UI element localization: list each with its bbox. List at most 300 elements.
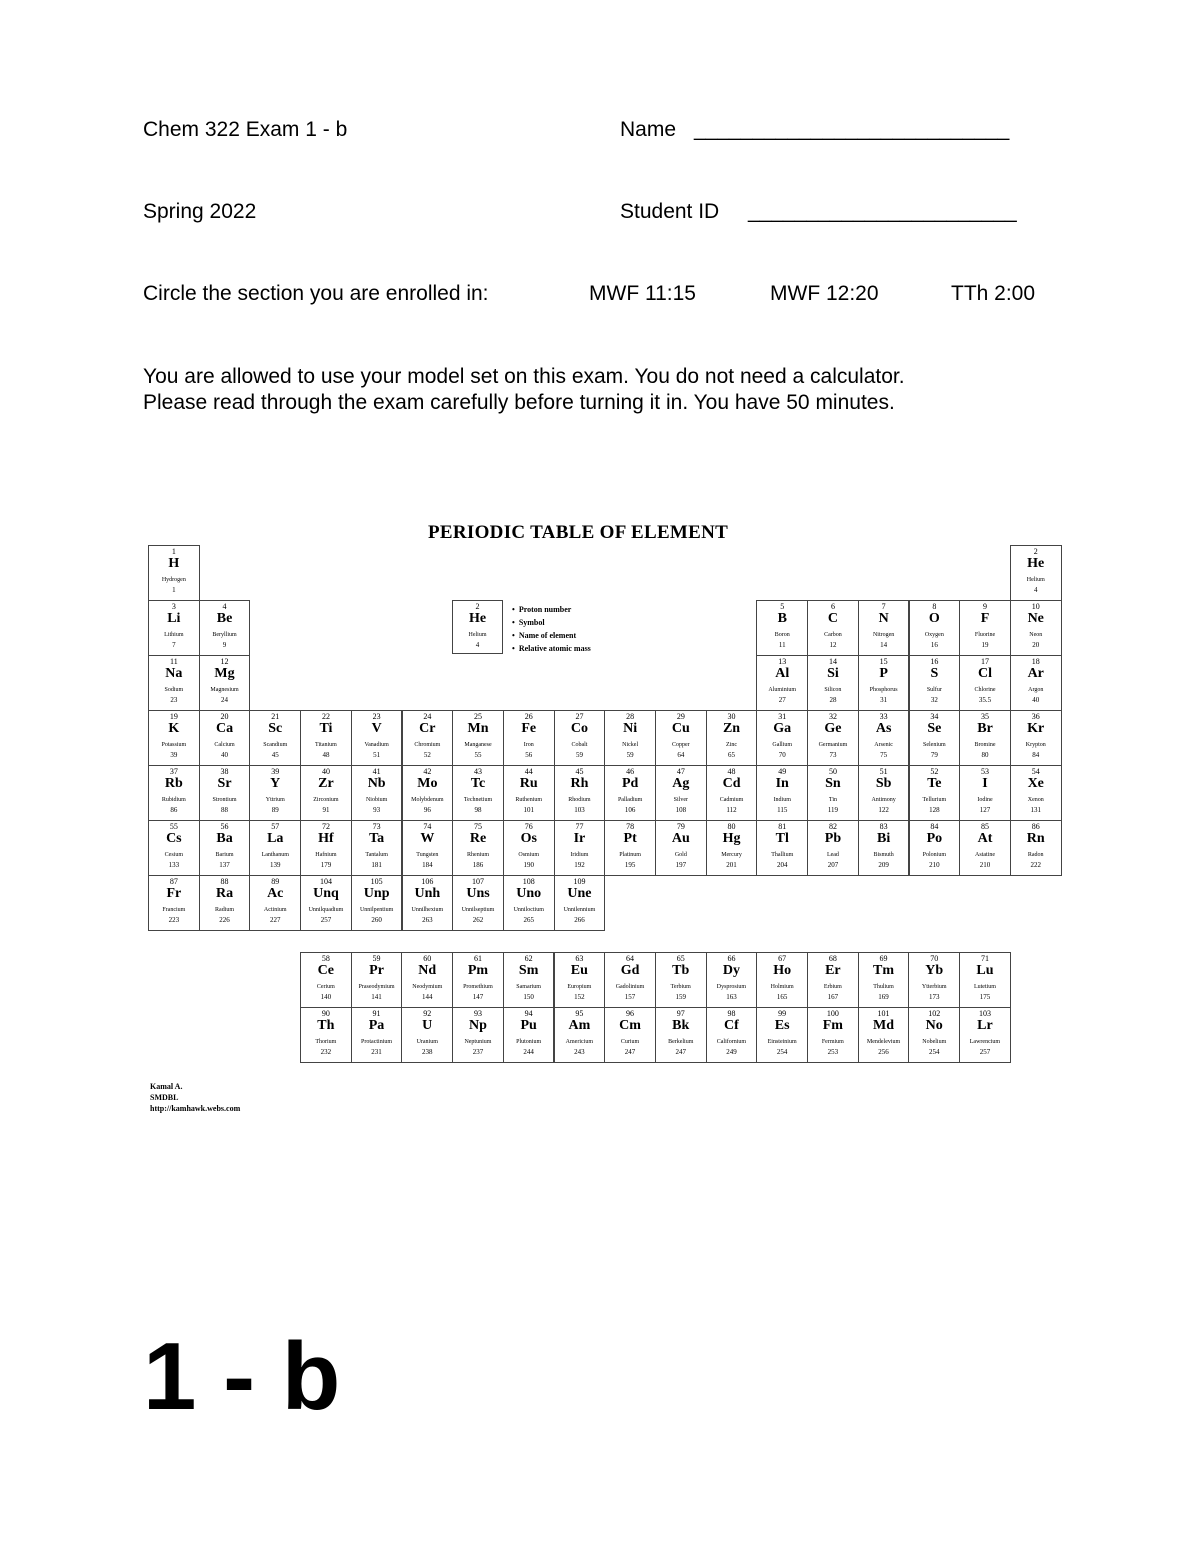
element-symbol: Ru	[519, 776, 538, 791]
element-cell	[351, 820, 403, 876]
element-number: 43	[474, 767, 483, 776]
element-name: Zinc	[726, 742, 738, 748]
element-cell	[300, 765, 352, 821]
element-name: Niobium	[365, 797, 388, 803]
element-mass: 65	[728, 751, 736, 759]
element-cell	[351, 1007, 403, 1063]
element-mass: 127	[979, 806, 991, 814]
element-cell	[959, 820, 1011, 876]
element-symbol: Ar	[1027, 666, 1044, 681]
element-name: Phosphorus	[869, 687, 898, 693]
element-symbol: Mo	[417, 776, 438, 791]
element-name: Magnesium	[210, 687, 239, 693]
element-symbol: Ho	[773, 963, 792, 978]
element-name: Einsteinium	[767, 1039, 797, 1045]
element-name: Selenium	[923, 742, 946, 748]
element-mass: 140	[320, 993, 332, 1001]
element-cell	[402, 875, 454, 931]
element-symbol: Ta	[369, 831, 385, 846]
element-cell	[199, 875, 251, 931]
element-number: 37	[169, 767, 178, 776]
element-mass: 165	[776, 993, 788, 1001]
element-cell	[199, 820, 251, 876]
element-symbol: Sr	[217, 776, 232, 791]
element-symbol: La	[267, 831, 284, 846]
element-name: Lawrencium	[969, 1039, 1001, 1045]
element-mass: 254	[776, 1048, 788, 1056]
element-symbol: Pt	[623, 831, 637, 846]
element-symbol: Mg	[214, 666, 235, 681]
element-name: Platinum	[619, 852, 641, 858]
element-mass: 137	[219, 861, 230, 869]
element-name: Potassium	[161, 742, 187, 748]
element-symbol: S	[930, 666, 939, 681]
element-number: 41	[372, 767, 381, 776]
element-symbol: Sm	[518, 963, 539, 978]
element-symbol: Rb	[164, 776, 183, 791]
element-name: Bismuth	[873, 852, 894, 858]
term: Spring 2022	[143, 200, 257, 223]
element-number: 23	[372, 712, 381, 721]
element-number: 93	[473, 1009, 482, 1018]
legend-mass: 4	[475, 641, 480, 649]
credit-url: http://kamhawk.webs.com	[150, 1104, 241, 1113]
element-cell	[604, 1007, 656, 1063]
element-number: 11	[169, 657, 178, 666]
element-cell	[199, 600, 251, 656]
element-cell	[1010, 710, 1062, 766]
element-cell	[909, 820, 961, 876]
element-symbol: Md	[873, 1018, 895, 1033]
element-mass: 175	[979, 993, 991, 1001]
element-number: 33	[879, 712, 888, 721]
element-number: 79	[676, 822, 685, 831]
element-name: Sodium	[164, 687, 184, 693]
element-name: Gallium	[772, 742, 793, 748]
element-name: Osmium	[518, 852, 540, 858]
element-mass: 9	[222, 641, 227, 649]
section-option-mwf-1115[interactable]: MWF 11:15	[589, 282, 696, 305]
element-symbol: Bk	[672, 1018, 690, 1033]
element-name: Boron	[774, 632, 790, 638]
element-cell	[148, 875, 200, 931]
element-name: Rhodium	[568, 797, 591, 803]
element-mass: 39	[170, 751, 178, 759]
element-number: 77	[575, 822, 584, 831]
element-mass: 150	[523, 993, 534, 1001]
element-mass: 56	[525, 751, 533, 759]
element-mass: 24	[221, 696, 229, 704]
element-symbol: Ag	[672, 776, 690, 791]
element-symbol: Tl	[775, 831, 789, 846]
element-name: Copper	[672, 742, 690, 748]
element-mass: 256	[878, 1048, 889, 1056]
element-mass: 12	[829, 641, 837, 649]
element-symbol: Fe	[521, 721, 537, 736]
element-number: 22	[321, 712, 330, 721]
element-number: 66	[727, 954, 736, 963]
element-name: Helium	[1026, 577, 1045, 583]
element-number: 40	[321, 767, 330, 776]
element-cell	[858, 655, 910, 711]
element-name: Unnilseptium	[461, 907, 495, 913]
element-cell	[199, 710, 251, 766]
element-symbol: Tc	[470, 776, 486, 791]
element-cell	[1010, 820, 1062, 876]
element-mass: 169	[878, 993, 889, 1001]
element-number: 105	[370, 877, 383, 886]
element-symbol: Pr	[369, 963, 384, 978]
element-symbol: Cu	[671, 721, 690, 736]
element-symbol: Kr	[1027, 721, 1045, 736]
element-cell	[959, 952, 1011, 1008]
element-mass: 103	[574, 806, 585, 814]
element-number: 84	[930, 822, 939, 831]
element-number: 91	[372, 1009, 381, 1018]
element-number: 100	[826, 1009, 839, 1018]
element-name: Carbon	[824, 632, 842, 638]
element-cell	[503, 875, 555, 931]
element-symbol: Sb	[875, 776, 892, 791]
element-mass: 260	[371, 916, 382, 924]
element-symbol: As	[875, 721, 892, 736]
element-number: 104	[319, 877, 332, 886]
element-mass: 204	[776, 861, 788, 869]
element-mass: 231	[371, 1048, 382, 1056]
element-mass: 257	[979, 1048, 991, 1056]
element-number: 29	[676, 712, 685, 721]
element-mass: 139	[269, 861, 281, 869]
element-number: 36	[1031, 712, 1040, 721]
element-name: Uranium	[416, 1039, 438, 1045]
element-symbol: Co	[570, 721, 588, 736]
element-symbol: Ba	[216, 831, 233, 846]
element-mass: 232	[320, 1048, 332, 1056]
element-mass: 14	[880, 641, 888, 649]
element-symbol: Lu	[976, 963, 994, 978]
element-mass: 265	[523, 916, 534, 924]
element-cell	[300, 1007, 352, 1063]
element-mass: 11	[778, 641, 786, 649]
element-cell	[452, 1007, 504, 1063]
element-cell	[756, 952, 808, 1008]
element-number: 2	[1033, 547, 1038, 556]
element-cell	[959, 600, 1011, 656]
element-cell	[858, 765, 910, 821]
element-number: 35	[981, 712, 990, 721]
element-name: Erbium	[823, 984, 842, 990]
element-symbol: Unh	[414, 886, 441, 901]
legend-list	[512, 603, 591, 655]
element-name: Berkelium	[668, 1039, 694, 1045]
element-name: Lithium	[164, 632, 184, 638]
element-cell	[858, 820, 910, 876]
name-field[interactable]: ___________________________	[694, 118, 1010, 141]
legend-cell	[452, 600, 503, 654]
element-name: Polonium	[922, 852, 947, 858]
element-mass: 73	[829, 751, 837, 759]
element-cell	[807, 952, 859, 1008]
element-mass: 247	[624, 1048, 636, 1056]
element-number: 107	[472, 877, 485, 886]
element-number: 80	[727, 822, 736, 831]
element-cell	[503, 1007, 555, 1063]
element-symbol: At	[977, 831, 993, 846]
instruction-line-1: You are allowed to use your model set on this exam. You do not need a calculator.	[143, 365, 905, 388]
element-cell	[604, 765, 656, 821]
element-symbol: Al	[775, 666, 790, 681]
element-name: Mendelevium	[866, 1039, 901, 1045]
course-title: Chem 322 Exam 1 - b	[143, 118, 348, 141]
element-number: 26	[524, 712, 533, 721]
element-number: 15	[879, 657, 888, 666]
element-name: Protactinium	[361, 1039, 393, 1045]
element-cell	[351, 765, 403, 821]
element-cell	[1010, 600, 1062, 656]
element-symbol: Ga	[773, 721, 792, 736]
element-name: Unnilpentium	[359, 907, 394, 913]
element-symbol: Os	[520, 831, 537, 846]
element-cell	[300, 875, 352, 931]
element-name: Tin	[828, 797, 837, 803]
element-cell	[199, 765, 251, 821]
element-name: Fluorine	[974, 632, 996, 638]
element-cell	[402, 710, 454, 766]
element-cell	[503, 765, 555, 821]
element-mass: 201	[726, 861, 737, 869]
element-cell	[655, 952, 707, 1008]
element-symbol: Fr	[166, 886, 182, 901]
exam-version-mark: 1 - b	[143, 1323, 341, 1430]
element-name: Neon	[1029, 632, 1043, 638]
element-cell	[554, 820, 606, 876]
element-mass: 96	[423, 806, 431, 814]
element-number: 71	[980, 954, 989, 963]
element-symbol: Gd	[620, 963, 640, 978]
element-number: 82	[828, 822, 837, 831]
element-number: 102	[928, 1009, 941, 1018]
element-name: Ruthenium	[515, 797, 543, 803]
element-cell	[148, 710, 200, 766]
student-id-field[interactable]: _______________________	[748, 200, 1017, 223]
element-name: Technetium	[463, 797, 493, 803]
element-number: 28	[626, 712, 635, 721]
element-cell	[959, 765, 1011, 821]
element-symbol: Tm	[873, 963, 895, 978]
element-symbol: K	[168, 721, 180, 736]
element-mass: 209	[878, 861, 889, 869]
element-mass: 89	[271, 806, 279, 814]
element-number: 85	[981, 822, 990, 831]
element-number: 5	[780, 602, 785, 611]
element-cell	[756, 600, 808, 656]
element-symbol: Br	[977, 721, 993, 736]
element-mass: 223	[168, 916, 180, 924]
element-name: Cadmium	[719, 797, 744, 803]
element-mass: 19	[981, 641, 989, 649]
element-name: Curium	[620, 1039, 640, 1045]
element-symbol: Li	[167, 611, 181, 626]
element-number: 19	[169, 712, 178, 721]
element-cell	[1010, 545, 1062, 601]
element-mass: 108	[675, 806, 687, 814]
element-mass: 152	[574, 993, 585, 1001]
element-symbol: Th	[317, 1018, 335, 1033]
element-number: 73	[372, 822, 381, 831]
element-number: 101	[877, 1009, 890, 1018]
element-symbol: Na	[165, 666, 183, 681]
element-mass: 91	[322, 806, 330, 814]
element-symbol: Mn	[467, 721, 489, 736]
element-number: 17	[981, 657, 990, 666]
element-name: Rhenium	[467, 852, 490, 858]
element-mass: 157	[624, 993, 636, 1001]
element-symbol: Unp	[363, 886, 390, 901]
element-symbol: Cf	[724, 1018, 739, 1033]
element-symbol: Ca	[215, 721, 234, 736]
element-symbol: Bi	[877, 831, 891, 846]
element-cell	[452, 820, 504, 876]
element-mass: 266	[574, 916, 585, 924]
element-cell	[756, 1007, 808, 1063]
element-name: Unnilennium	[563, 907, 596, 913]
element-mass: 197	[675, 861, 687, 869]
element-number: 21	[271, 712, 280, 721]
element-mass: 254	[928, 1048, 940, 1056]
section-option-mwf-1220[interactable]: MWF 12:20	[770, 282, 879, 305]
element-mass: 52	[423, 751, 431, 759]
element-mass: 64	[677, 751, 685, 759]
element-mass: 1	[172, 586, 176, 594]
element-symbol: Ir	[573, 831, 586, 846]
element-cell	[655, 765, 707, 821]
section-option-tth-200[interactable]: TTh 2:00	[951, 282, 1036, 305]
element-mass: 20	[1032, 641, 1040, 649]
element-cell	[807, 1007, 859, 1063]
element-number: 46	[626, 767, 635, 776]
element-number: 75	[474, 822, 483, 831]
element-mass: 16	[930, 641, 938, 649]
element-cell	[604, 952, 656, 1008]
element-name: Iridium	[570, 852, 589, 858]
element-cell	[655, 710, 707, 766]
element-number: 62	[524, 954, 533, 963]
element-name: Xenon	[1027, 797, 1044, 803]
element-mass: 98	[474, 806, 482, 814]
element-name: Lutetium	[973, 984, 996, 990]
element-cell	[959, 655, 1011, 711]
element-name: Radon	[1027, 852, 1044, 858]
element-cell	[249, 875, 301, 931]
element-symbol: Uno	[516, 886, 542, 901]
element-cell	[909, 600, 961, 656]
element-mass: 119	[827, 806, 839, 814]
element-symbol: Cm	[619, 1018, 641, 1033]
element-mass: 40	[221, 751, 229, 759]
element-symbol: Unq	[313, 886, 339, 901]
element-number: 63	[575, 954, 584, 963]
element-mass: 80	[981, 751, 989, 759]
element-name: Manganese	[464, 742, 492, 748]
element-cell	[452, 875, 504, 931]
element-symbol: Ni	[623, 721, 638, 736]
element-number: 44	[524, 767, 533, 776]
element-name: Silicon	[824, 687, 842, 693]
instruction-line-2: Please read through the exam carefully before turning it in. You have 50 minutes.	[143, 391, 895, 414]
element-mass: 263	[422, 916, 433, 924]
element-number: 56	[220, 822, 229, 831]
credit-author: Kamal A.	[150, 1082, 183, 1091]
element-mass: 40	[1032, 696, 1040, 704]
element-name: Aluminium	[768, 687, 797, 693]
element-number: 108	[522, 877, 535, 886]
element-number: 47	[676, 767, 685, 776]
element-number: 94	[524, 1009, 533, 1018]
element-mass: 128	[929, 806, 940, 814]
element-symbol: Nb	[367, 776, 386, 791]
element-number: 86	[1031, 822, 1040, 831]
element-cell	[706, 1007, 758, 1063]
element-mass: 59	[626, 751, 634, 759]
element-name: Hydrogen	[161, 577, 186, 583]
element-cell	[402, 765, 454, 821]
element-cell	[554, 765, 606, 821]
element-cell	[604, 710, 656, 766]
element-symbol: W	[420, 831, 435, 846]
element-mass: 131	[1030, 806, 1041, 814]
element-mass: 101	[523, 806, 534, 814]
element-cell	[503, 710, 555, 766]
element-mass: 144	[421, 993, 433, 1001]
element-symbol: Sc	[268, 721, 283, 736]
element-name: Titanium	[315, 742, 337, 748]
element-name: Unnilhexium	[411, 907, 444, 913]
element-symbol: Am	[568, 1018, 591, 1033]
element-name: Zirconium	[313, 797, 339, 803]
element-cell	[401, 1007, 453, 1063]
element-number: 27	[575, 712, 584, 721]
element-name: Germanium	[818, 742, 848, 748]
element-number: 76	[524, 822, 533, 831]
element-number: 16	[930, 657, 939, 666]
element-symbol: Re	[469, 831, 487, 846]
element-symbol: Ce	[317, 963, 334, 978]
element-name: Iodine	[977, 797, 993, 803]
element-number: 57	[271, 822, 280, 831]
element-number: 59	[372, 954, 381, 963]
element-cell	[1010, 655, 1062, 711]
element-number: 54	[1031, 767, 1040, 776]
element-symbol: B	[777, 611, 787, 626]
element-symbol: Pa	[368, 1018, 385, 1033]
element-symbol: Ge	[824, 721, 842, 736]
element-cell	[554, 875, 606, 931]
element-name: Yttrium	[265, 797, 285, 803]
element-mass: 238	[421, 1048, 433, 1056]
element-mass: 210	[929, 861, 940, 869]
element-number: 61	[473, 954, 482, 963]
element-mass: 226	[219, 916, 230, 924]
element-name: Cesium	[164, 852, 184, 858]
element-name: Thallium	[771, 852, 794, 858]
element-name: Argon	[1028, 687, 1044, 693]
element-cell	[452, 710, 504, 766]
element-mass: 70	[778, 751, 786, 759]
element-number: 70	[930, 954, 939, 963]
element-cell	[959, 1007, 1011, 1063]
element-cell	[858, 710, 910, 766]
element-cell	[756, 820, 808, 876]
